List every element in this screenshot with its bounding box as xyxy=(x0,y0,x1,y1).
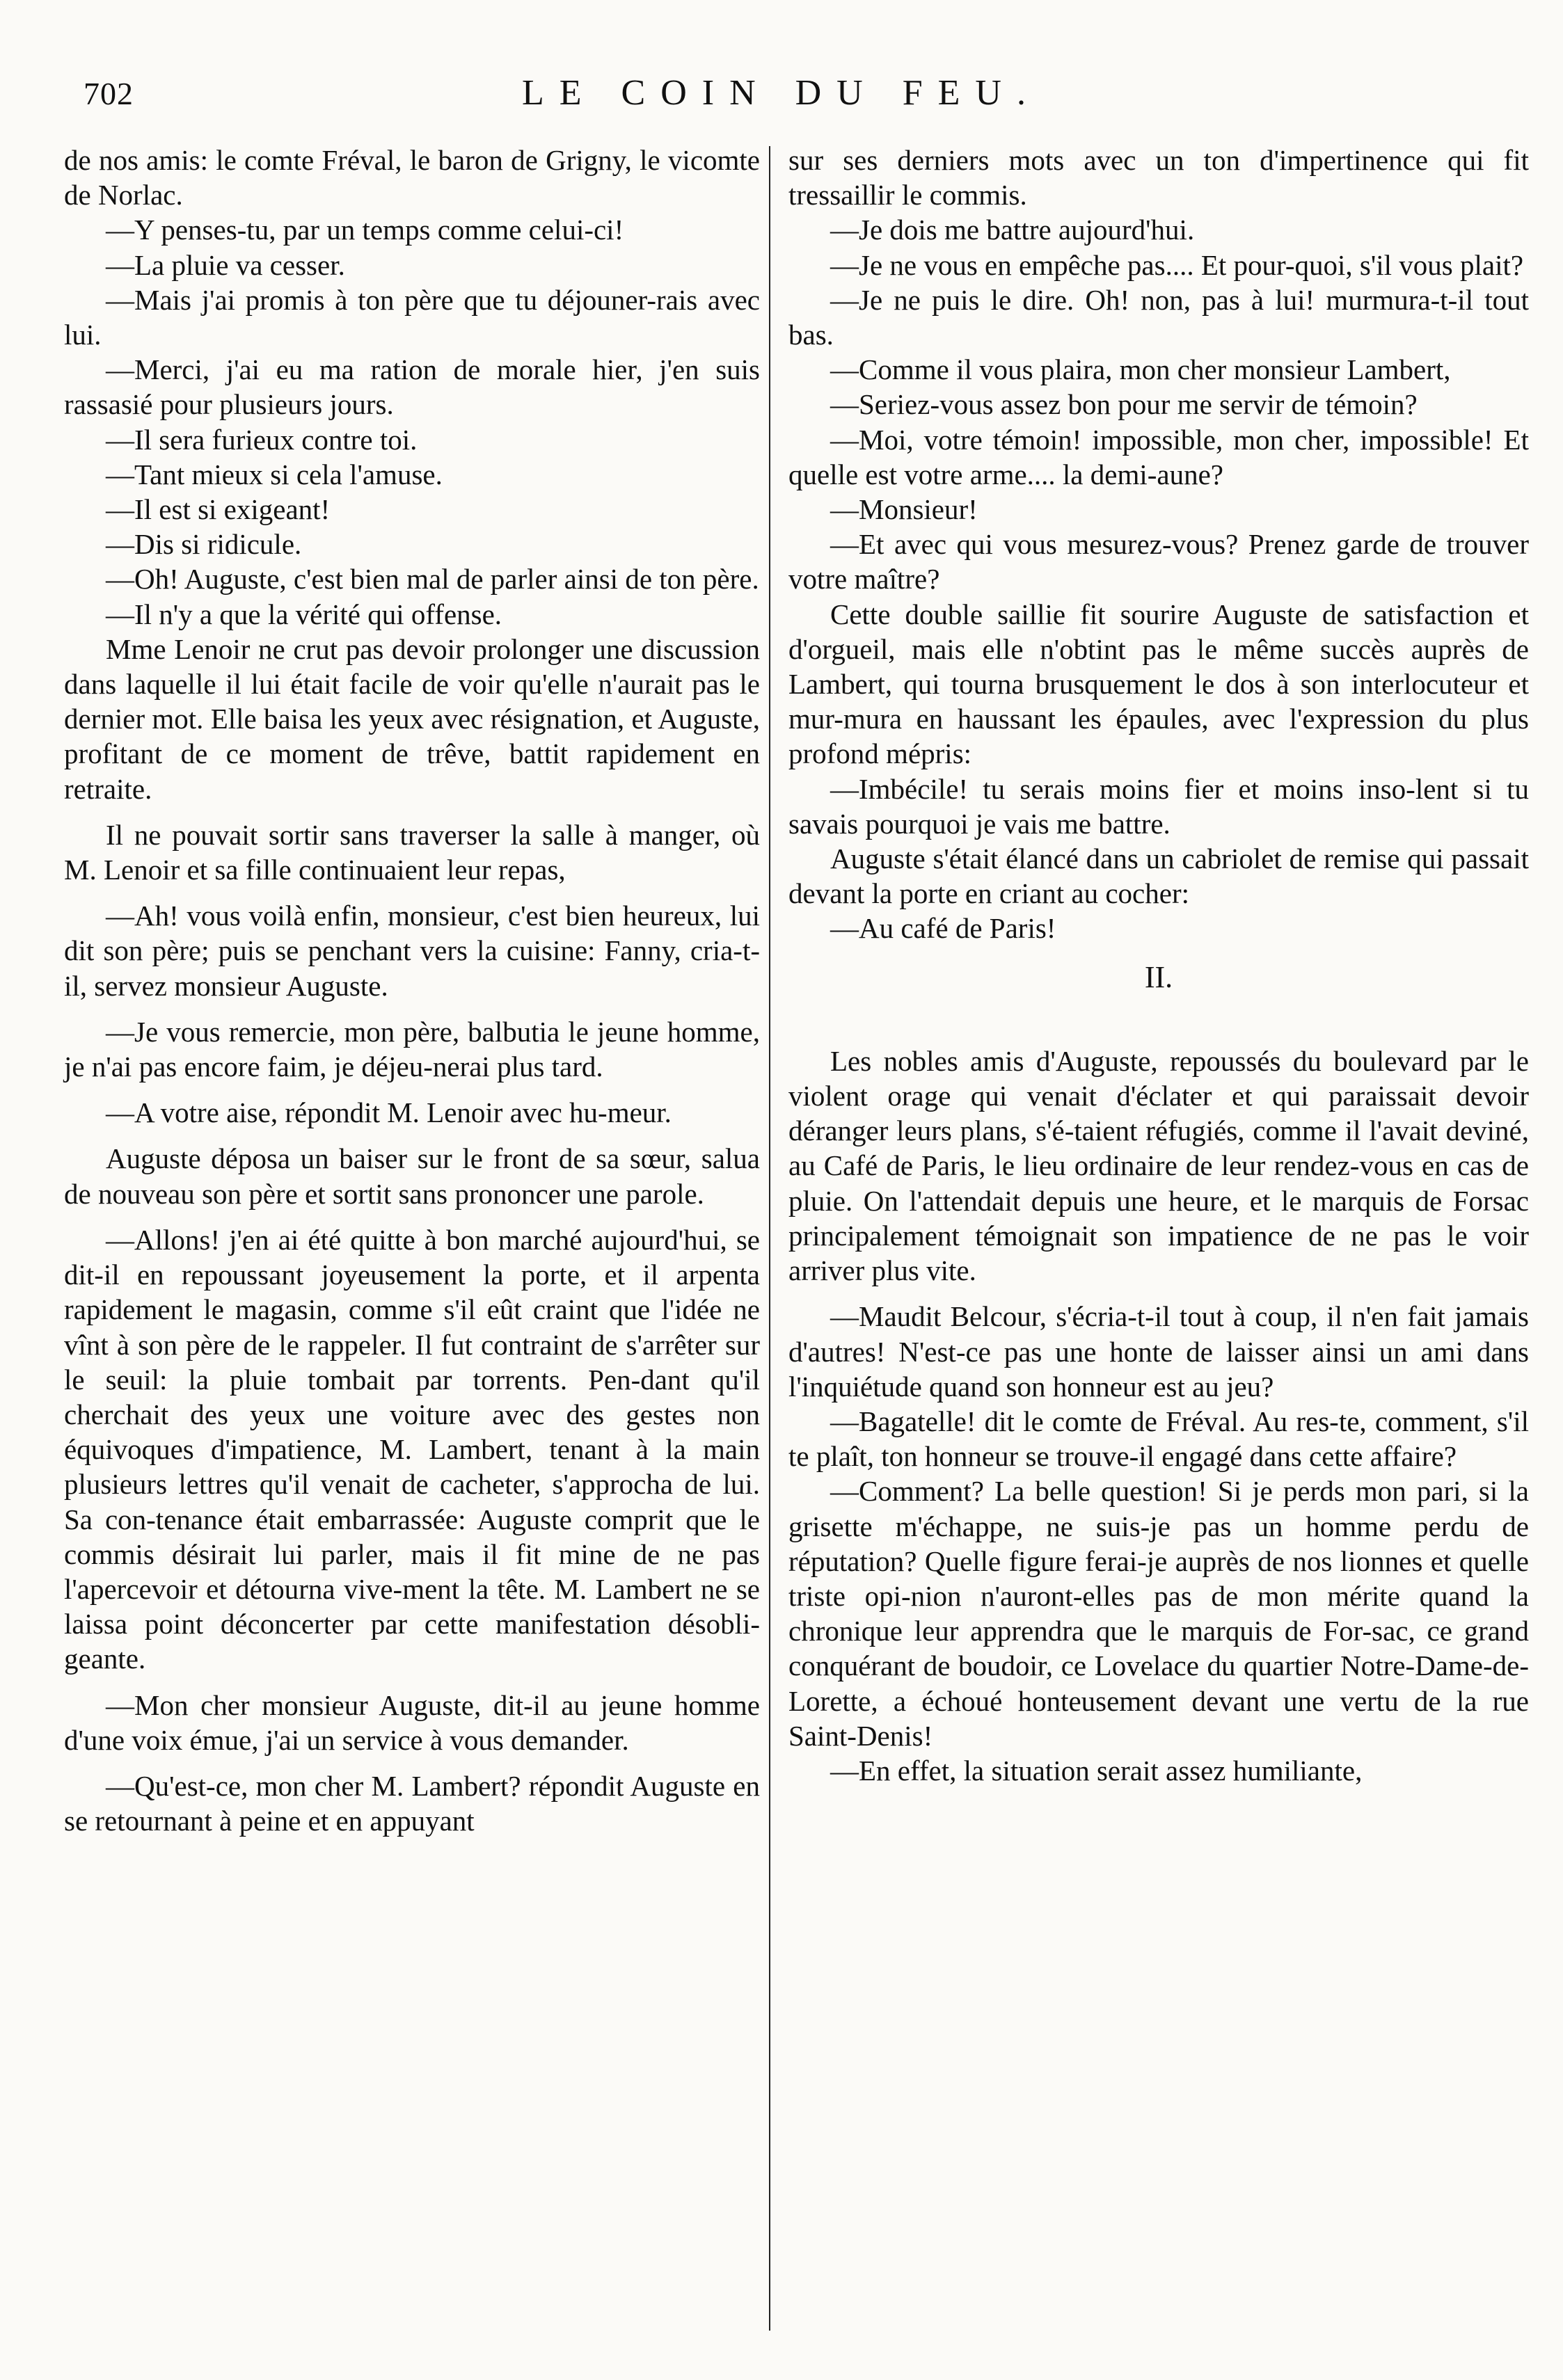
paragraph: —Ah! vous voilà enfin, monsieur, c'est bien heureux, lui dit son père; puis se penchant vers la cuisine: Fanny, cria-t-il, servez monsieur Auguste. xyxy=(64,900,760,1002)
paragraph: —En effet, la situation serait assez humiliante, xyxy=(830,1754,1363,1787)
column-divider xyxy=(769,146,770,2331)
paragraph: —Bagatelle! dit le comte de Fréval. Au res-te, comment, s'il te plaît, ton honneur se trouve-il engagé dans cette affaire? xyxy=(788,1405,1529,1473)
right-column xyxy=(788,143,1529,1788)
paragraph: —Monsieur! xyxy=(830,493,978,526)
paragraph: —Oh! Auguste, c'est bien mal de parler ainsi de ton père. xyxy=(106,563,759,596)
paragraph: —Il n'y a que la vérité qui offense. xyxy=(106,598,502,630)
running-title: LE COIN DU FEU. xyxy=(522,73,1041,113)
section-heading: II. xyxy=(1144,959,1173,994)
page-header xyxy=(56,70,1507,125)
left-column xyxy=(64,143,760,1838)
paragraph: Les nobles amis d'Auguste, repoussés du boulevard par le violent orage qui venait d'éclater et qui paraissait devoir déranger leurs plans, s'é-taient réfugiés, comme il l'avait deviné, au Café de Paris, le lieu ordinaire de leur rendez-vous en cas de pluie. On l'attendait depuis une heure, et le marquis de Forsac principalement témoignait son impatience de ne pas le voir arriver plus vite. xyxy=(788,1044,1529,1287)
paragraph: Auguste s'était élancé dans un cabriolet de remise qui passait devant la porte en criant au cocher: xyxy=(788,842,1529,910)
paragraph: —Comme il vous plaira, mon cher monsieur Lambert, xyxy=(830,353,1451,386)
paragraph: Cette double saillie fit sourire Auguste de satisfaction et d'orgueil, mais elle n'obtint pas le même succès auprès de Lambert, qui tourna brusquement le dos à son interlocuteur et mur-mura en haussant les épaules, avec l'expression du plus profond mépris: xyxy=(788,598,1529,770)
paragraph: —Comment? La belle question! Si je perds mon pari, si la grisette m'échappe, ne suis-je pas un homme perdu de réputation? Quelle figure ferai-je auprès de nos lionnes et quelle triste opi-nion n'auront-elles pas de mon mérite quand la chronique leur apprendra que le marquis de For-sac, ce grand conquérant de boudoir, ce Lovelace du quartier Notre-Dame-de-Lorette, a échoué honteusement devant une vertu de la rue Saint-Denis! xyxy=(788,1475,1529,1752)
paragraph: Mme Lenoir ne crut pas devoir prolonger une discussion dans laquelle il lui était facile de voir qu'elle n'aurait pas le dernier mot. Elle baisa les yeux avec résignation, et Auguste, profitant de ce moment de trêve, battit rapidement en retraite. xyxy=(64,632,760,805)
paragraph: —Merci, j'ai eu ma ration de morale hier, j'en suis rassasié pour plusieurs jours. xyxy=(64,353,760,421)
paragraph: —Mon cher monsieur Auguste, dit-il au jeune homme d'une voix émue, j'ai un service à vous demander. xyxy=(64,1688,760,1756)
paragraph: —Et avec qui vous mesurez-vous? Prenez garde de trouver votre maître? xyxy=(788,528,1529,596)
page-number: 702 xyxy=(84,76,134,111)
paragraph: —A votre aise, répondit M. Lenoir avec hu-meur. xyxy=(106,1096,672,1129)
paragraph: —Allons! j'en ai été quitte à bon marché aujourd'hui, se dit-il en repoussant joyeusement la porte, et il arpenta rapidement le magasin, comme s'il eût craint que l'idée ne vînt à son père de le rappeler. Il fut contraint de s'arrêter sur le seuil: la pluie tombait par torrents. Pen-dant qu'il cherchait des yeux une voiture avec des gestes non équivoques d'impatience, M. Lambert, tenant à la main plusieurs lettres qu'il venait de cacheter, s'approcha de lui. Sa con-tenance était embarrassée: Auguste comprit que le commis désirait lui parler, mais il fit mine de ne pas l'apercevoir et détourna vive-ment la tête. M. Lambert ne se laissa point déconcerter par cette manifestation désobli-geante. xyxy=(64,1223,760,1675)
paragraph: —Je dois me battre aujourd'hui. xyxy=(830,214,1195,246)
paragraph: —Tant mieux si cela l'amuse. xyxy=(106,458,443,490)
paragraph: —Mais j'ai promis à ton père que tu déjouner-rais avec lui. xyxy=(64,283,760,351)
paragraph: —La pluie va cesser. xyxy=(106,248,345,281)
paragraph: sur ses derniers mots avec un ton d'impertinence qui fit tressaillir le commis. xyxy=(788,144,1529,211)
paragraph: de nos amis: le comte Fréval, le baron de Grigny, le vicomte de Norlac. xyxy=(64,144,760,211)
paragraph: —Moi, votre témoin! impossible, mon cher, impossible! Et quelle est votre arme.... la demi-aune? xyxy=(788,423,1529,490)
paragraph: —Maudit Belcour, s'écria-t-il tout à coup, il n'en fait jamais d'autres! N'est-ce pas une honte de laisser ainsi un ami dans l'inquiétude quand son honneur est au jeu? xyxy=(788,1300,1529,1403)
paragraph: —Seriez-vous assez bon pour me servir de témoin? xyxy=(830,388,1418,421)
paragraph: —Qu'est-ce, mon cher M. Lambert? répondit Auguste en se retournant à peine et en appuyant xyxy=(64,1769,760,1837)
paragraph: —Au café de Paris! xyxy=(830,912,1056,945)
paragraph: —Il est si exigeant! xyxy=(106,493,331,526)
paragraph: —Imbécile! tu serais moins fier et moins inso-lent si tu savais pourquoi je vais me battre. xyxy=(788,772,1529,840)
paragraph: —Il sera furieux contre toi. xyxy=(106,423,418,456)
paragraph: —Je ne puis le dire. Oh! non, pas à lui! murmura-t-il tout bas. xyxy=(788,283,1529,351)
paragraph: —Je vous remercie, mon père, balbutia le jeune homme, je n'ai pas encore faim, je déjeu-nerai plus tard. xyxy=(64,1015,760,1083)
paragraph: —Je ne vous en empêche pas.... Et pour-quoi, s'il vous plait? xyxy=(830,248,1524,281)
paragraph: Auguste déposa un baiser sur le front de sa sœur, salua de nouveau son père et sortit sans prononcer une parole. xyxy=(64,1142,760,1210)
paragraph: —Y penses-tu, par un temps comme celui-ci! xyxy=(106,214,624,246)
paragraph: Il ne pouvait sortir sans traverser la salle à manger, où M. Lenoir et sa fille continuaient leur repas, xyxy=(64,818,760,886)
paragraph: —Dis si ridicule. xyxy=(106,528,302,561)
